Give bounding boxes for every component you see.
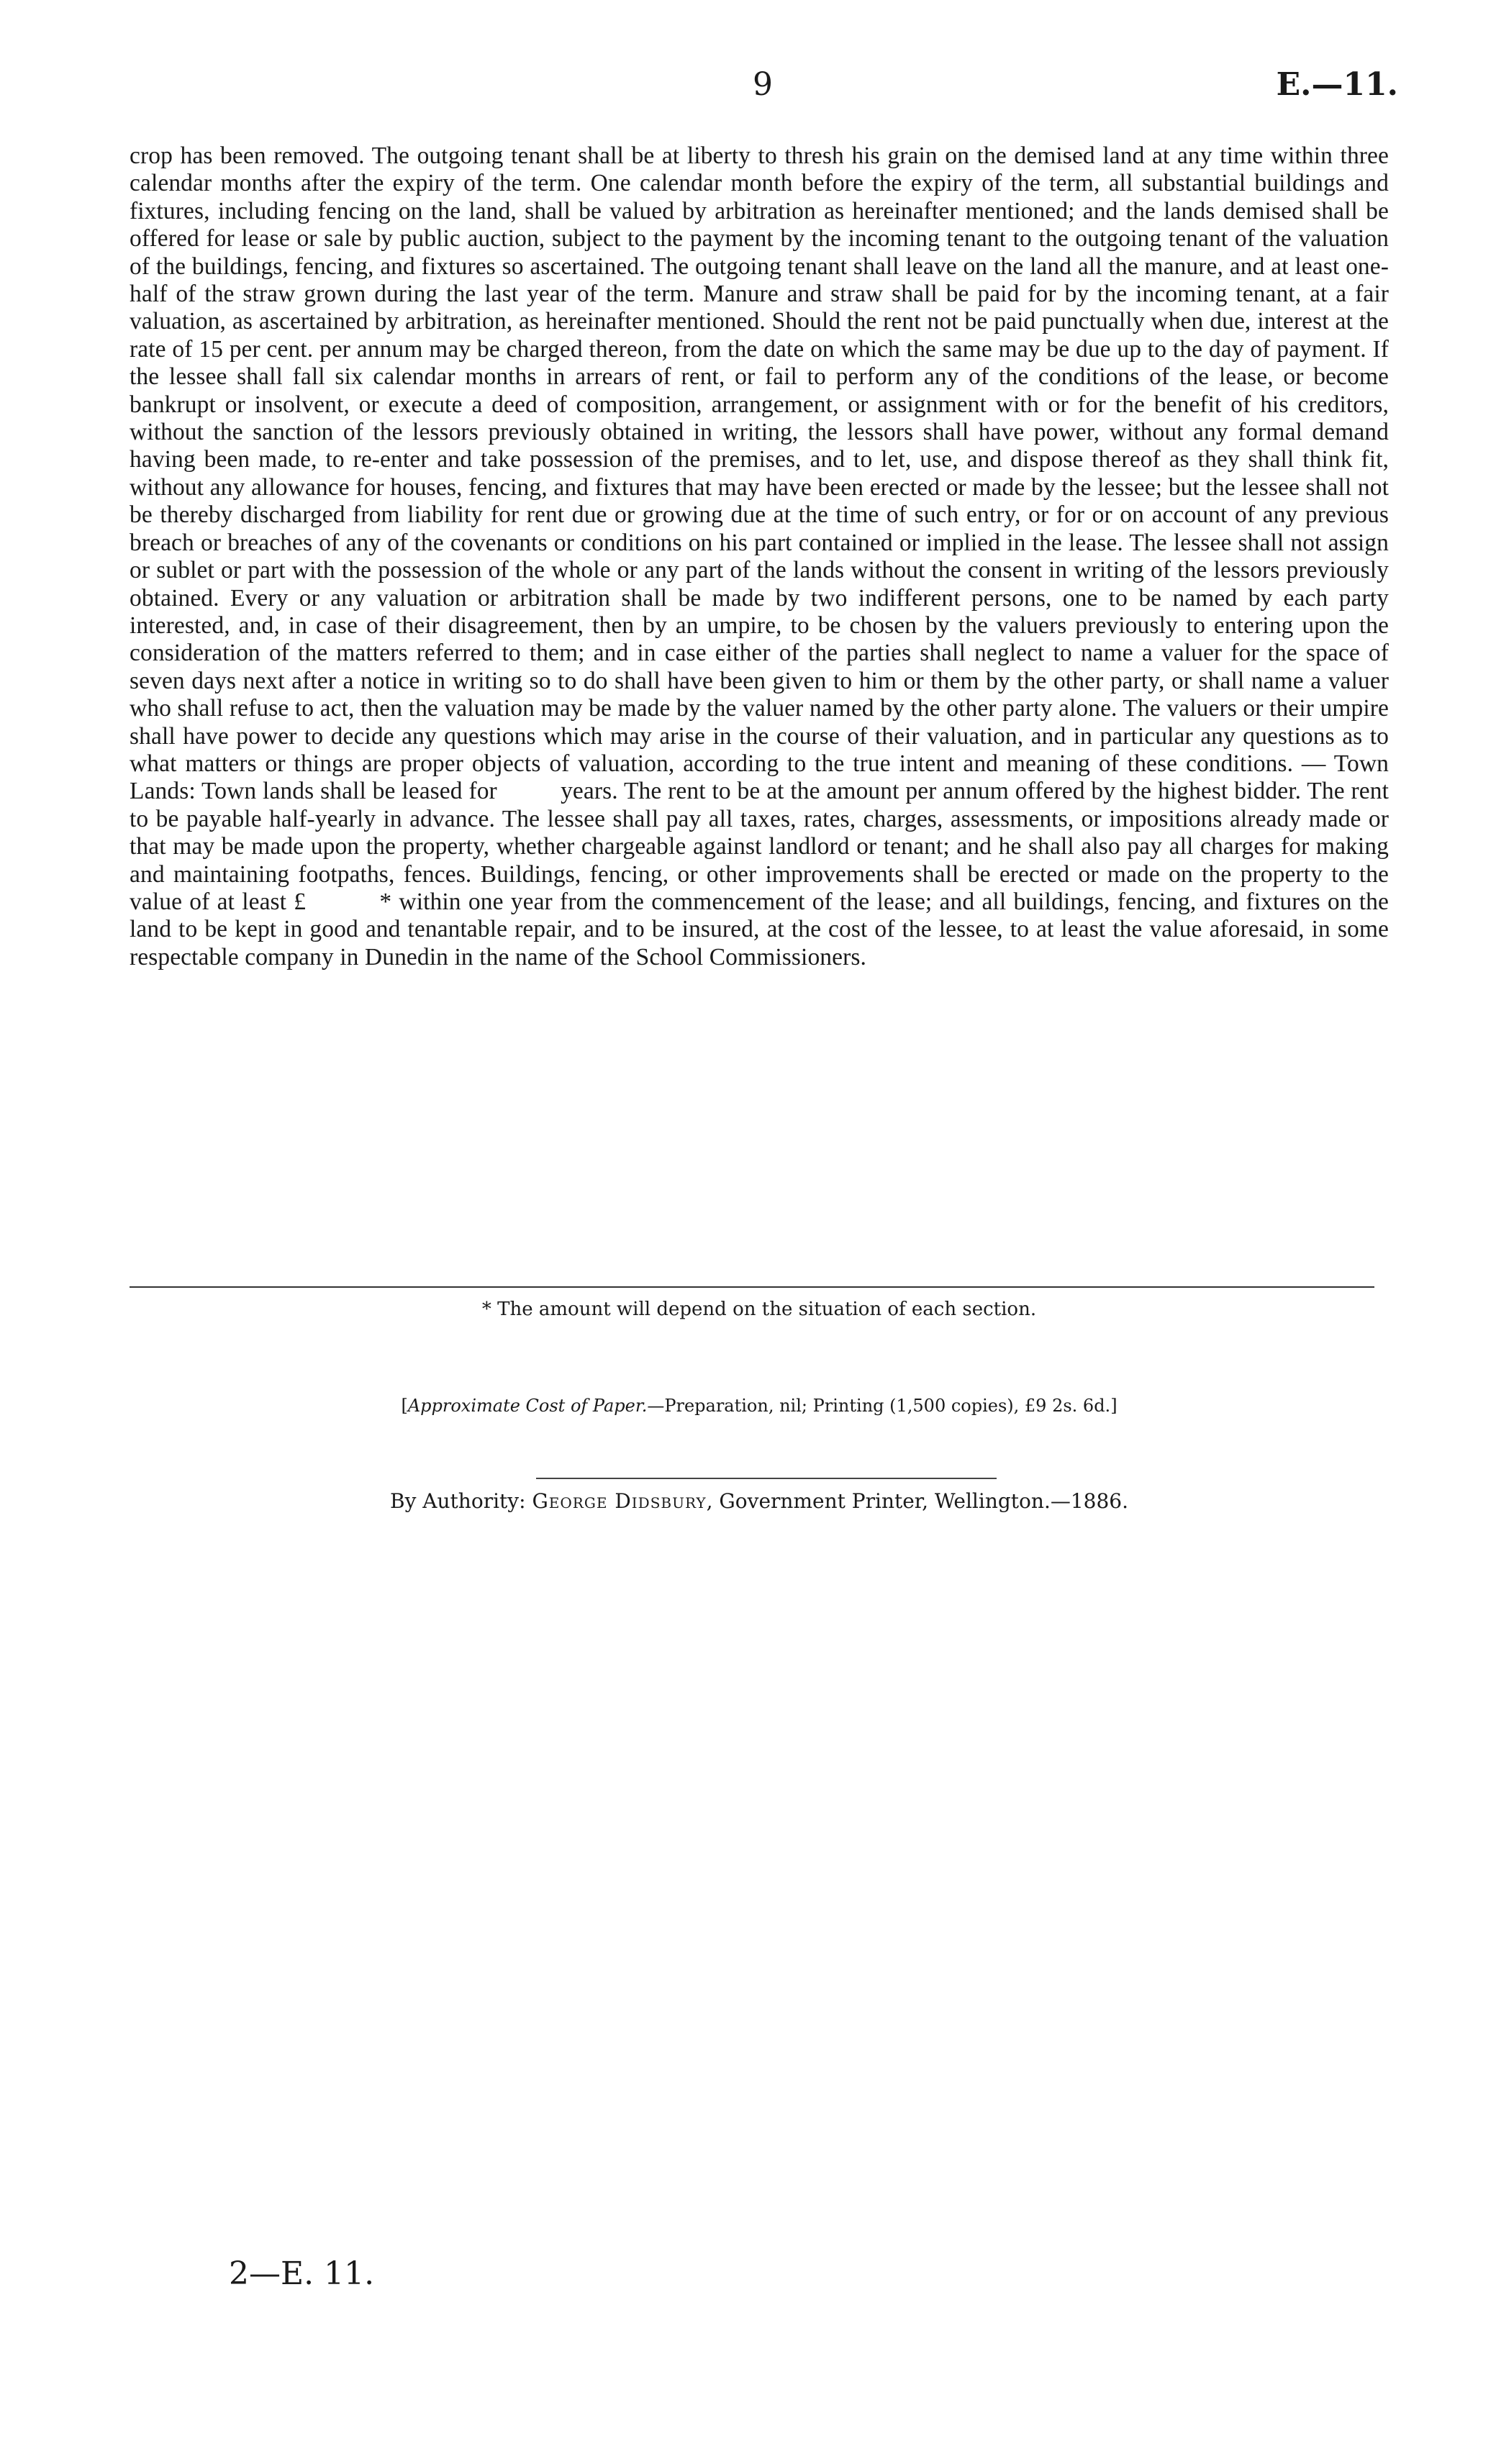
cost-details: —Preparation, nil; Printing (1,500 copies), £9 2s. 6d. <box>647 1396 1111 1416</box>
bracket-close: ] <box>1110 1396 1118 1416</box>
footnote: * The amount will depend on the situation of each section. <box>481 1299 1037 1320</box>
authority-prefix: By Authority: <box>390 1489 532 1513</box>
footnote-divider <box>130 1286 1374 1288</box>
page-number: 9 <box>753 66 773 103</box>
sheet-signature: 2—E. 11. <box>229 2255 375 2292</box>
printer-authority-line <box>130 1489 1389 1513</box>
body-paragraph: crop has been removed. The outgoing tenant shall be at liberty to thresh his grain on the demised land at any time within three calendar months after the expiry of the term. One calendar month before the expiry of the term, all substantial buildings and fixtures, including fencing on the land, shall be valued by arbitration as hereinafter mentioned; and the lands demised shall be offered for lease or sale by public auction, subject to the payment by the incoming tenant to the outgoing tenant of the valuation of the buildings, fencing, and fixtures so ascertained. The outgoing tenant shall leave on the land all the manure, and at least one-half of the straw grown during the last year of the term. Manure and straw shall be paid for by the incoming tenant, at a fair valuation, as ascertained by arbitration, as hereinafter mentioned. Should the rent not be paid punctually when due, interest at the rate of 15 per cent. per annum may be charged thereon, from the date on which the same may be due up to the day of payment. If the lessee shall fall six calendar months in arrears of rent, or fail to perform any of the conditions of the lease, or become bankrupt or insolvent, or execute a deed of composition, arrangement, or assignment with or for the benefit of his creditors, without the sanction of the lessors previously obtained in writing, the lessors shall have power, without any formal demand having been made, to re-enter and take possession of the premises, and to let, use, and dispose thereof as they shall think fit, without any allowance for houses, fencing, and fixtures that may have been erected or made by the lessee; but the lessee shall not be thereby discharged from liability for rent due or growing due at the time of such entry, or for or on account of any previous breach or breaches of any of the covenants or conditions on his part contained or implied in the lease. The lessee shall not assign or sublet or part with the possession of the whole or any part of the lands without the consent in writing of the lessors previously obtained. Every or any valuation or arbitration shall be made by two indifferent persons, one to be named by each party interested, and, in case of their disagreement, then by an umpire, to be chosen by the valuers previously to entering upon the consideration of the matters referred to them; and in case either of the parties shall neglect to name a valuer for the space of seven days next after a notice in writing so to do shall have been given to him or them by the other party, or shall name a valuer who shall refuse to act, then the valuation may be made by the valuer named by the other party alone. The valuers or their umpire shall have power to decide any questions which may arise in the course of their valuation, and in particular any questions as to what matters or things are proper objects of valuation, according to the true intent and meaning of these conditions. — Town Lands: Town lands shall be leased for years. The rent to be at the amount per annum offered by the highest bidder. The rent to be payable half-yearly in advance. The lessee shall pay all taxes, rates, charges, assessments, or impositions already made or that may be made upon the property, whether chargeable against landlord or tenant; and he shall also pay all charges for making and maintaining footpaths, fences. Buildings, fencing, or other improvements shall be erected or made on the property to the value of at least £ * within one year from the commencement of the lease; and all buildings, fencing, and fixtures on the land to be kept in good and tenantable repair, and to be insured, at the cost of the lessee, to at least the value aforesaid, in some respectable company in Dunedin in the name of the School Commissioners. <box>130 142 1395 970</box>
printer-name: George Didsbury <box>532 1489 707 1513</box>
document-code: E.—11. <box>1276 66 1398 103</box>
authority-suffix: , Government Printer, Wellington.—1886. <box>706 1489 1128 1513</box>
cost-label: Approximate Cost of Paper. <box>407 1396 648 1416</box>
bracket-open: [ <box>401 1396 408 1416</box>
cost-of-paper-note <box>130 1396 1389 1416</box>
authority-divider <box>536 1478 997 1479</box>
